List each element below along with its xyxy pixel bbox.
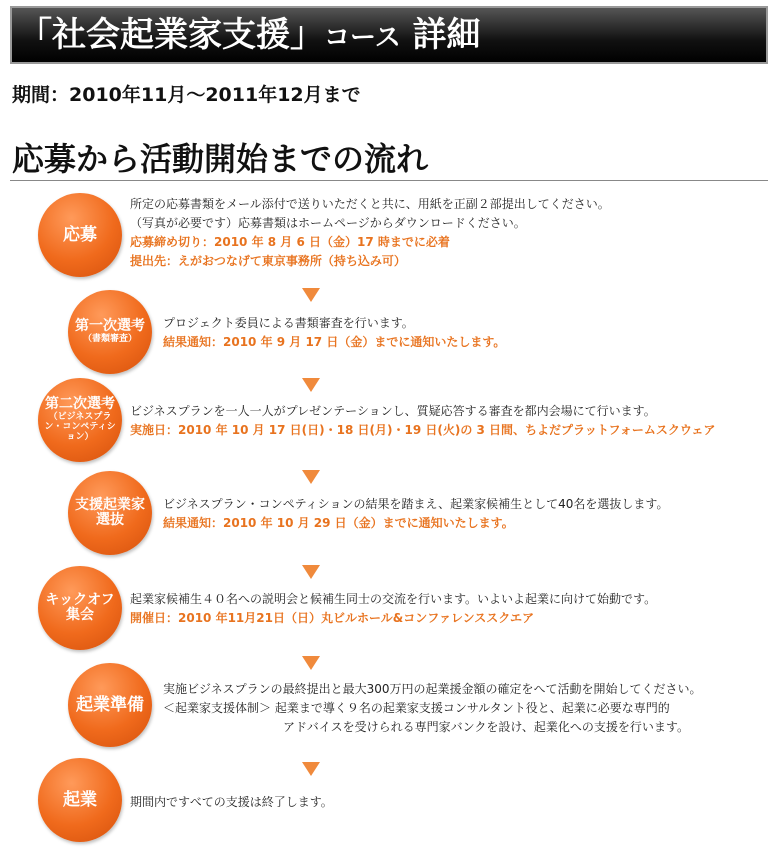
description-line: 実施ビジネスプランの最終提出と最大300万円の起業援金額の確定をへて活動を開始してください。 bbox=[163, 682, 702, 696]
title-tail: 詳細 bbox=[400, 15, 481, 55]
description-line: 所定の応募書類をメール添付で送りいただくと共に、用紙を正副２部提出してください。 bbox=[130, 197, 610, 211]
step-label: 応募 bbox=[63, 224, 97, 245]
step-description bbox=[163, 680, 702, 737]
step-label: 起業準備 bbox=[76, 694, 144, 715]
down-arrow-icon bbox=[302, 288, 320, 302]
step-description bbox=[163, 495, 668, 533]
highlight-line: 実施日：2010 年 10 月 17 日(日)・18 日(月)・19 日(火)の 3 日間、ちよだプラットフォームスクウェア bbox=[130, 423, 716, 437]
step-circle bbox=[68, 663, 152, 747]
step-circle bbox=[68, 290, 152, 374]
flow-heading: 応募から活動開始までの流れ bbox=[12, 140, 429, 178]
highlight-line: 結果通知：2010 年 10 月 29 日（金）までに通知いたします。 bbox=[163, 516, 514, 530]
step-circle bbox=[68, 471, 152, 555]
step-description bbox=[130, 195, 610, 271]
down-arrow-icon bbox=[302, 378, 320, 392]
divider bbox=[10, 180, 768, 181]
step-sublabel: （書類審査） bbox=[82, 333, 137, 344]
step-circle bbox=[38, 566, 122, 650]
step-sublabel: （ビジネスプラン・コンペティション） bbox=[44, 411, 116, 442]
step-circle bbox=[38, 193, 122, 277]
step-label: キックオフ集会 bbox=[45, 591, 115, 623]
title-banner bbox=[10, 6, 768, 64]
description-line: ビジネスプランを一人一人がプレゼンテーションし、質疑応答する審査を都内会場にて行います。 bbox=[130, 404, 656, 418]
down-arrow-icon bbox=[302, 470, 320, 484]
description-line: （写真が必要です）応募書類はホームページからダウンロードください。 bbox=[130, 216, 526, 230]
step-label: 支援起業家選抜 bbox=[75, 496, 145, 528]
down-arrow-icon bbox=[302, 565, 320, 579]
step-circle bbox=[38, 378, 122, 462]
step-label: 第一次選考 bbox=[75, 318, 145, 335]
step-circle bbox=[38, 758, 122, 842]
step-label: 第二次選考 bbox=[45, 396, 115, 413]
highlight-line: 提出先：えがおつなげて東京事務所（持ち込み可） bbox=[130, 254, 406, 268]
description-line: アドバイスを受けられる専門家バンクを設け、起業化への支援を行います。 bbox=[283, 720, 689, 734]
description-line: プロジェクト委員による書類審査を行います。 bbox=[163, 316, 414, 330]
down-arrow-icon bbox=[302, 762, 320, 776]
step-description bbox=[130, 402, 715, 440]
description-line: 起業家候補生４０名への説明会と候補生同士の交流を行います。いよいよ起業に向けて始動です。 bbox=[130, 592, 657, 606]
down-arrow-icon bbox=[302, 656, 320, 670]
step-description bbox=[130, 793, 333, 812]
period: 期間：2010年11月〜2011年12月まで bbox=[12, 84, 361, 106]
highlight-line: 開催日：2010 年11月21日（日）丸ビルホール&コンファレンススクエア bbox=[130, 611, 535, 625]
description-line: ＜起業家支援体制＞ 起業まで導く９名の起業家支援コンサルタント役と、起業に必要な専門的 bbox=[163, 701, 670, 715]
description-line: 期間内ですべての支援は終了します。 bbox=[130, 795, 333, 809]
highlight-line: 結果通知：2010 年 9 月 17 日（金）までに通知いたします。 bbox=[163, 335, 506, 349]
highlight-line: 応募締め切り：2010 年 8 月 6 日（金）17 時までに必着 bbox=[130, 235, 450, 249]
step-description bbox=[163, 314, 505, 352]
step-label: 起業 bbox=[63, 789, 97, 810]
title-small: コース bbox=[324, 23, 401, 53]
step-description bbox=[130, 590, 656, 628]
title-main: 「社会起業家支援」 bbox=[18, 15, 324, 55]
description-line: ビジネスプラン・コンペティションの結果を踏まえ、起業家候補生として40名を選抜します。 bbox=[163, 497, 669, 511]
